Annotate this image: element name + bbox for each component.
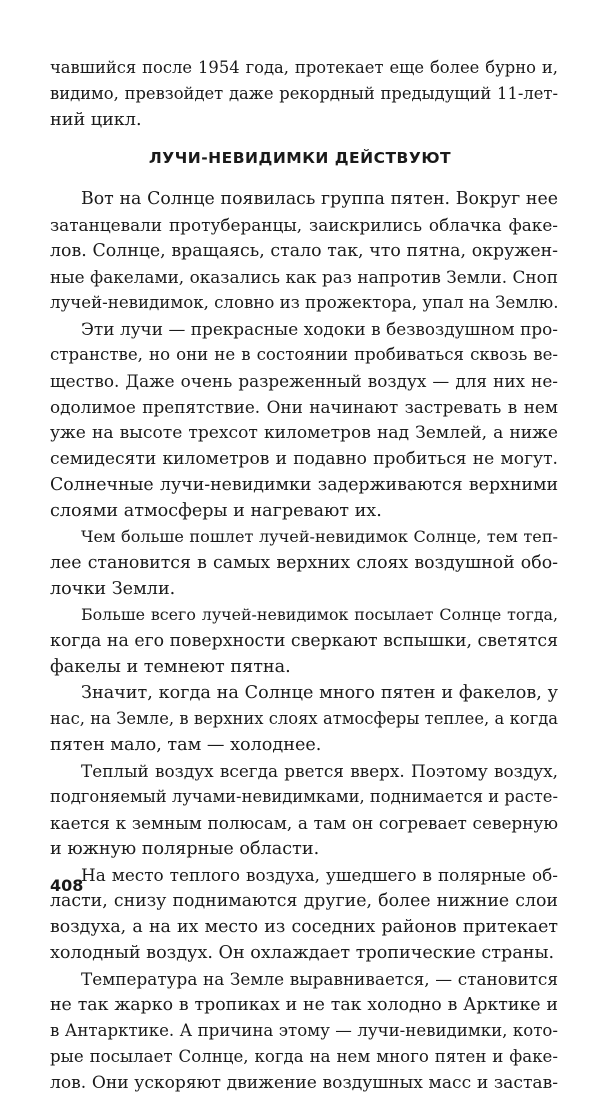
text-line: лов. Солнце, вращаясь, стало так, что пятна, окружен- xyxy=(50,241,558,261)
intro-paragraph xyxy=(50,55,558,133)
text-line: уже на высоте трехсот километров над Землей, а ниже xyxy=(50,423,558,443)
body-text xyxy=(50,186,558,1096)
text-line: холодный воздух. Он охлаждает тропические страны. xyxy=(50,943,555,963)
text-line: слоями атмосферы и нагревают их. xyxy=(50,501,382,521)
paragraph xyxy=(50,758,558,862)
text-line: ные факелами, оказались как раз напротив Земли. Сноп xyxy=(50,267,558,287)
text-line: чавшийся после 1954 года, протекает еще более бурно и, xyxy=(50,58,558,77)
text-line: одолимое препятствие. Они начинают застревать в нем xyxy=(50,397,558,417)
text-line: Теплый воздух всегда рвется вверх. Поэтому воздух, xyxy=(81,761,558,781)
text-line: лучей-невидимок, словно из прожектора, упал на Землю. xyxy=(50,293,559,312)
text-line: странстве, но они не в состоянии пробиваться сквозь ве- xyxy=(50,345,558,364)
paragraph xyxy=(50,524,558,602)
text-line: ласти, снизу поднимаются другие, более нижние слои xyxy=(50,891,558,911)
text-line: Эти лучи — прекрасные ходоки в безвоздушном про- xyxy=(81,319,558,339)
text-line: ний цикл. xyxy=(50,110,142,130)
text-line: На место теплого воздуха, ушедшего в полярные об- xyxy=(81,865,558,885)
paragraph xyxy=(50,680,558,758)
text-line: рые посылает Солнце, когда на нем много пятен и факе- xyxy=(50,1047,558,1066)
paragraph xyxy=(50,862,558,966)
paragraph xyxy=(50,966,558,1096)
text-line: видимо, превзойдет даже рекордный предыдущий 11-лет- xyxy=(50,84,558,103)
text-line: лочки Земли. xyxy=(50,579,176,599)
page-number: 408 xyxy=(50,876,84,895)
text-line: Температура на Земле выравнивается, — становится xyxy=(81,969,558,989)
text-line: Солнечные лучи-невидимки задерживаются верхними xyxy=(50,475,558,495)
text-line: лее становится в самых верхних слоях воздушной обо- xyxy=(50,553,558,573)
text-line: Вот на Солнце появилась группа пятен. Вокруг нее xyxy=(81,189,558,209)
section-heading: ЛУЧИ-НЕВИДИМКИ ДЕЙСТВУЮТ xyxy=(148,149,452,167)
text-line: Больше всего лучей-невидимок посылает Солнце тогда, xyxy=(81,605,558,624)
text-line: кается к земным полюсам, а там он согревает северную xyxy=(50,813,558,833)
text-line: Значит, когда на Солнце много пятен и факелов, у xyxy=(81,683,558,703)
text-line: воздуха, а на их место из соседних районов притекает xyxy=(50,917,558,937)
text-line: затанцевали протуберанцы, заискрились облачка факе- xyxy=(50,215,558,235)
text-line: факелы и темнеют пятна. xyxy=(50,657,291,677)
text-line: подгоняемый лучами-невидимками, поднимается и расте- xyxy=(50,787,558,806)
text-line: нас, на Земле, в верхних слоях атмосферы теплее, а когда xyxy=(50,709,558,728)
text-line: когда на его поверхности сверкают вспышки, светятся xyxy=(50,631,559,651)
paragraph xyxy=(50,186,558,316)
text-line: в Антарктике. А причина этому — лучи-невидимки, кото- xyxy=(50,1021,558,1040)
text-line: щество. Даже очень разреженный воздух — для них не- xyxy=(50,371,558,391)
text-line: и южную полярные области. xyxy=(50,839,320,859)
paragraph xyxy=(50,602,558,680)
text-line: лов. Они ускоряют движение воздушных масс и застав- xyxy=(50,1073,558,1093)
paragraph xyxy=(50,316,558,524)
text-line: Чем больше пошлет лучей-невидимок Солнце, тем теп- xyxy=(81,527,558,546)
text-line: семидесяти километров и подавно пробиться не могут. xyxy=(50,449,558,469)
text-line: не так жарко в тропиках и не так холодно в Арктике и xyxy=(50,995,558,1015)
text-line: пятен мало, там — холоднее. xyxy=(50,735,322,755)
